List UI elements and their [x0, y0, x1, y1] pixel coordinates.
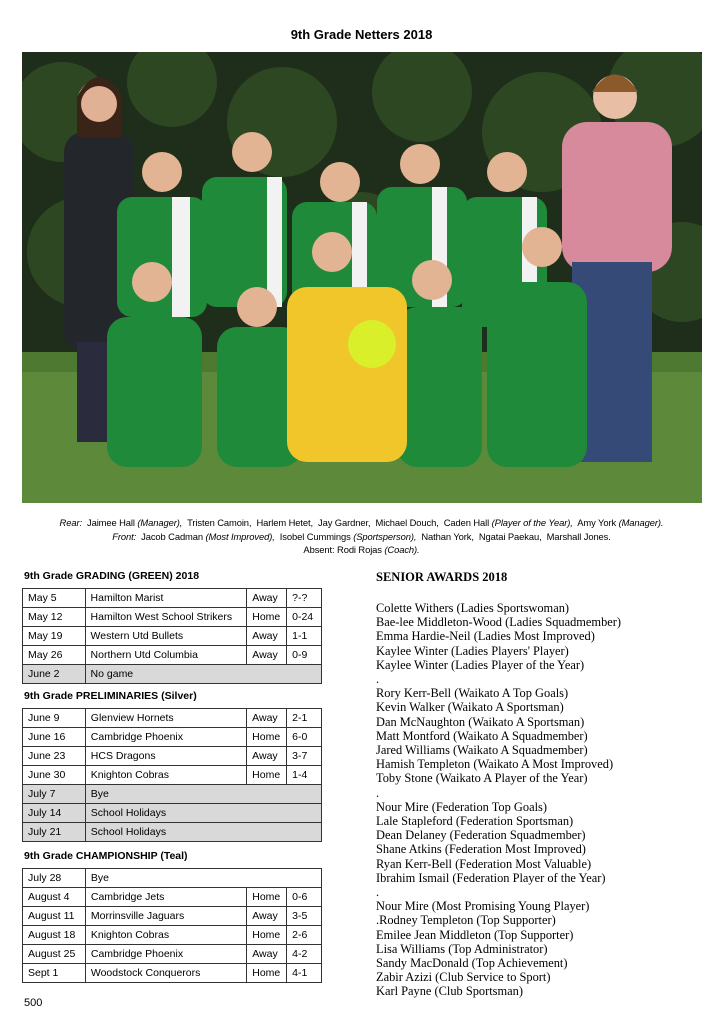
award-line: Dean Delaney (Federation Squadmember): [376, 828, 586, 843]
venue-cell: Away: [247, 747, 287, 766]
venue-cell: Away: [247, 646, 287, 665]
score-cell: 4-1: [287, 964, 322, 983]
award-line: Ibrahim Ismail (Federation Player of the Year): [376, 870, 606, 885]
date-cell: August 25: [23, 945, 86, 964]
section-heading: 9th Grade CHAMPIONSHIP (Teal): [24, 850, 188, 862]
caption-name: Harlem Hetet,: [256, 517, 313, 528]
caption-role: (Manager),: [137, 517, 183, 528]
section-heading: 9th Grade GRADING (GREEN) 2018: [24, 570, 200, 582]
caption-front: Front: Jacob Cadman (Most Improved), Isobel Cummings (Sportsperson), Nathan York, Ngatai Paekau, Marshall Jones.: [112, 530, 611, 542]
note-cell: No game: [85, 665, 321, 684]
note-cell: School Holidays: [85, 804, 321, 823]
date-cell: July 21: [23, 823, 86, 842]
caption-role: (Sportsperson),: [353, 530, 417, 542]
caption-name: Jay Gardner,: [318, 517, 371, 528]
photo-caption: [0, 516, 723, 557]
award-line: Nour Mire (Most Promising Young Player): [376, 899, 590, 914]
score-cell: ?-?: [287, 589, 322, 608]
date-cell: June 2: [23, 665, 86, 684]
date-cell: June 16: [23, 728, 86, 747]
table-row: [23, 589, 322, 608]
opponent-cell: Cambridge Phoenix: [85, 945, 246, 964]
table-row: [23, 627, 322, 646]
date-cell: May 5: [23, 589, 86, 608]
caption-name: Tristen Camoin,: [187, 517, 252, 528]
award-line: .Rodney Templeton (Top Supporter): [376, 913, 556, 928]
table-row: [23, 709, 322, 728]
award-line: Kaylee Winter (Ladies Players' Player): [376, 643, 569, 658]
award-line: Colette Withers (Ladies Sportswoman): [376, 601, 570, 615]
opponent-cell: Northern Utd Columbia: [85, 646, 247, 665]
score-cell: 3-7: [287, 747, 322, 766]
score-cell: 4-2: [287, 945, 322, 964]
award-line: Rory Kerr-Bell (Waikato A Top Goals): [376, 686, 569, 701]
awards-list: [376, 601, 621, 999]
award-line: Shane Atkins (Federation Most Improved): [376, 842, 586, 857]
table-row: [23, 646, 322, 665]
date-cell: June 9: [23, 709, 86, 728]
note-cell: School Holidays: [85, 823, 321, 842]
date-cell: August 11: [23, 907, 86, 926]
date-cell: August 4: [23, 888, 86, 907]
opponent-cell: Knighton Cobras: [85, 766, 246, 785]
score-cell: 1-4: [287, 766, 322, 785]
caption-rear: Rear: Jaimee Hall (Manager), Tristen Camoin, Harlem Hetet, Jay Gardner, Michael Douch, Caden Hall (Player of the Year), Amy York (Manager).: [59, 517, 664, 528]
award-line: Emilee Jean Middleton (Top Supporter): [376, 927, 574, 942]
venue-cell: Home: [247, 766, 287, 785]
award-line: Hamish Templeton (Waikato A Most Improved): [376, 757, 614, 772]
opponent-cell: Western Utd Bullets: [85, 627, 247, 646]
award-line: .: [376, 672, 380, 687]
award-line: Karl Payne (Club Sportsman): [376, 984, 523, 999]
table-row: [23, 766, 322, 785]
score-cell: 2-6: [287, 926, 322, 945]
venue-cell: Away: [247, 907, 287, 926]
venue-cell: Home: [247, 608, 287, 627]
award-line: Dan McNaughton (Waikato A Sportsman): [376, 714, 585, 729]
page-title: 9th Grade Netters 2018: [290, 27, 433, 42]
opponent-cell: Hamilton West School Strikers: [85, 608, 247, 627]
fixtures-table: [22, 708, 322, 842]
award-line: .: [376, 885, 380, 900]
caption-name: Ngatai Paekau,: [478, 530, 542, 542]
opponent-cell: Morrinsville Jaguars: [85, 907, 246, 926]
date-cell: June 30: [23, 766, 86, 785]
date-cell: July 7: [23, 785, 86, 804]
caption-name: Jacob Cadman: [141, 530, 203, 542]
table-row: [23, 926, 322, 945]
caption-name: Marshall Jones.: [546, 530, 611, 542]
caption-role: (Manager).: [618, 517, 664, 528]
score-cell: 1-1: [287, 627, 322, 646]
award-line: Zabir Azizi (Club Service to Sport): [376, 970, 551, 985]
table-row: [23, 804, 322, 823]
table-row: [23, 747, 322, 766]
table-row: [23, 823, 322, 842]
caption-name: Rodi Rojas: [337, 544, 382, 555]
venue-cell: Away: [247, 589, 287, 608]
fixtures-table: [22, 868, 322, 983]
opponent-cell: Glenview Hornets: [85, 709, 246, 728]
opponent-cell: Cambridge Phoenix: [85, 728, 246, 747]
award-line: Emma Hardie-Neil (Ladies Most Improved): [376, 629, 595, 644]
caption-role: (Coach).: [384, 544, 420, 555]
table-row: [23, 869, 322, 888]
score-cell: 3-5: [287, 907, 322, 926]
score-cell: 0-9: [287, 646, 322, 665]
date-cell: August 18: [23, 926, 86, 945]
date-cell: May 12: [23, 608, 86, 627]
award-line: .: [376, 785, 380, 800]
award-line: Bae-lee Middleton-Wood (Ladies Squadmember): [376, 615, 622, 630]
award-line: Sandy MacDonald (Top Achievement): [376, 956, 568, 971]
table-row: [23, 785, 322, 804]
date-cell: Sept 1: [23, 964, 86, 983]
score-cell: 0-6: [287, 888, 322, 907]
date-cell: July 28: [23, 869, 86, 888]
note-cell: Bye: [85, 785, 321, 804]
score-cell: 0-24: [287, 608, 322, 627]
award-line: Kaylee Winter (Ladies Player of the Year): [376, 657, 585, 672]
award-line: Ryan Kerr-Bell (Federation Most Valuable): [376, 856, 592, 871]
score-cell: 2-1: [287, 709, 322, 728]
award-line: Lisa Williams (Top Administrator): [376, 941, 548, 956]
date-cell: June 23: [23, 747, 86, 766]
fixtures-table: [22, 588, 322, 684]
date-cell: May 19: [23, 627, 86, 646]
table-row: [23, 608, 322, 627]
opponent-cell: Woodstock Conquerors: [85, 964, 246, 983]
opponent-cell: Knighton Cobras: [85, 926, 246, 945]
venue-cell: Home: [247, 888, 287, 907]
section-heading: 9th Grade PRELIMINARIES (Silver): [24, 690, 197, 702]
caption-role: (Player of the Year),: [491, 517, 573, 528]
score-cell: 6-0: [287, 728, 322, 747]
date-cell: May 26: [23, 646, 86, 665]
award-line: Jared Williams (Waikato A Squadmember): [376, 743, 588, 758]
award-line: Toby Stone (Waikato A Player of the Year): [376, 771, 588, 786]
table-row: [23, 665, 322, 684]
caption-name: Amy York: [577, 517, 617, 528]
table-row: [23, 964, 322, 983]
caption-name: Jaimee Hall: [87, 517, 135, 528]
opponent-cell: HCS Dragons: [85, 747, 246, 766]
caption-name: Caden Hall: [443, 517, 490, 528]
page-number: 500: [24, 997, 43, 1009]
caption-name: Isobel Cummings: [279, 530, 351, 542]
table-row: [23, 945, 322, 964]
award-line: Matt Montford (Waikato A Squadmember): [376, 728, 588, 743]
venue-cell: Home: [247, 926, 287, 945]
table-row: [23, 888, 322, 907]
opponent-cell: Cambridge Jets: [85, 888, 246, 907]
note-cell: Bye: [85, 869, 321, 888]
caption-name: Michael Douch,: [375, 517, 439, 528]
caption-role: (Most Improved),: [205, 530, 275, 542]
team-photo: [22, 52, 702, 503]
venue-cell: Away: [247, 945, 287, 964]
award-line: Kevin Walker (Waikato A Sportsman): [376, 700, 564, 715]
venue-cell: Away: [247, 627, 287, 646]
caption-name: Nathan York,: [421, 530, 474, 542]
opponent-cell: Hamilton Marist: [85, 589, 247, 608]
award-line: Nour Mire (Federation Top Goals): [376, 799, 547, 814]
venue-cell: Home: [247, 964, 287, 983]
table-row: [23, 907, 322, 926]
venue-cell: Away: [247, 709, 287, 728]
award-line: Lale Stapleford (Federation Sportsman): [376, 814, 574, 829]
date-cell: July 14: [23, 804, 86, 823]
awards-title: SENIOR AWARDS 2018: [376, 570, 508, 584]
caption-absent: Absent: Rodi Rojas (Coach).: [303, 544, 420, 555]
table-row: [23, 728, 322, 747]
venue-cell: Home: [247, 728, 287, 747]
